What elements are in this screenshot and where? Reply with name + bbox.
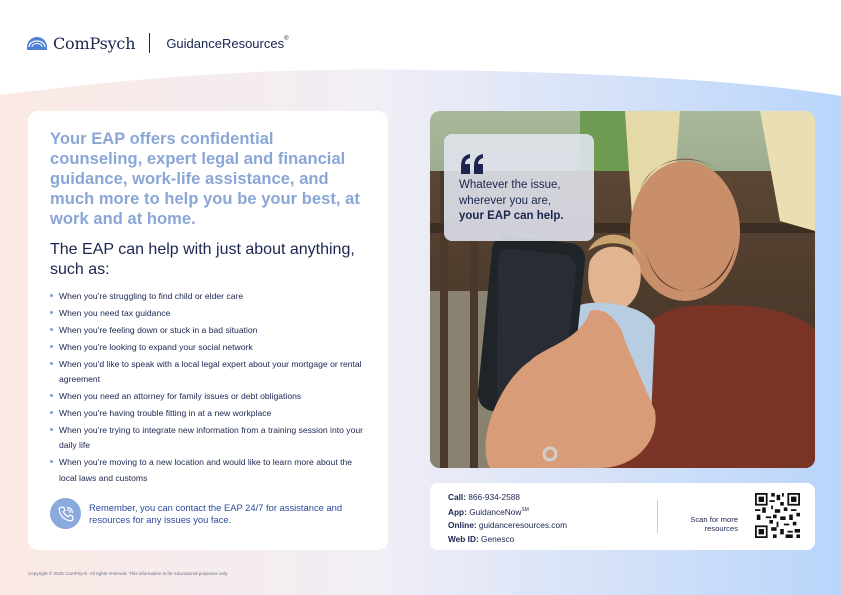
list-item: When you need an attorney for family issues or debt obligations xyxy=(50,389,366,404)
contact-details xyxy=(448,491,567,546)
contact-app[interactable]: App: GuidanceNow℠ xyxy=(448,507,529,518)
phone-icon xyxy=(50,498,81,529)
list-item: When you're feeling down or stuck in a bad situation xyxy=(50,323,366,338)
contact-webid: Web ID: Genesco xyxy=(448,533,515,544)
intro-text: Your EAP offers confidential counseling, expert legal and financial guidance, work-life assistance, and much more to help you be your best, at work and at home. xyxy=(50,130,360,228)
reminder-text: Remember, you can contact the EAP 24/7 for assistance and resources for any issues you face. xyxy=(89,501,343,525)
list-item: When you're having trouble fitting in at a new workplace xyxy=(50,406,366,421)
quote-line-1: Whatever the issue, xyxy=(459,179,561,191)
list-item: When you're looking to expand your social network xyxy=(50,340,366,355)
guidanceresources-logo: GuidanceResources® xyxy=(166,35,289,51)
contact-online[interactable]: Online: guidanceresources.com xyxy=(448,520,567,531)
quote-icon xyxy=(459,148,580,178)
contact-call[interactable]: Call: 866-934-2588 xyxy=(448,492,520,502)
quote-line-3: your EAP can help. xyxy=(459,210,564,222)
list-item: When you're struggling to find child or elder care xyxy=(50,289,366,304)
contact-card xyxy=(430,483,815,550)
logo-divider xyxy=(149,33,150,53)
list-item: When you'd like to speak with a local legal expert about your mortgage or rental agreement xyxy=(50,357,366,387)
compsych-logo-icon xyxy=(26,35,48,51)
scan-label: Scan for more resources xyxy=(690,515,738,533)
qr-code-icon[interactable] xyxy=(755,493,800,538)
list-item: When you're moving to a new location and would like to learn more about the local laws and customs xyxy=(50,455,366,485)
brand-header xyxy=(26,30,289,56)
help-list xyxy=(50,289,366,486)
list-item: When you're trying to integrate new information from a training session into your daily life xyxy=(50,423,366,453)
quote-overlay xyxy=(444,134,594,241)
list-heading: The EAP can help with just about anything, such as: xyxy=(50,241,355,278)
eap-info-card xyxy=(28,111,388,550)
quote-line-2: wherever you are, xyxy=(459,194,552,207)
compsych-logo-text: ComPsych xyxy=(53,33,136,53)
reminder-block xyxy=(50,498,370,529)
copyright-text: Copyright © 2025 ComPsych. All rights reserved. This information is for educational purposes only. xyxy=(28,571,229,576)
list-item: When you need tax guidance xyxy=(50,306,366,321)
